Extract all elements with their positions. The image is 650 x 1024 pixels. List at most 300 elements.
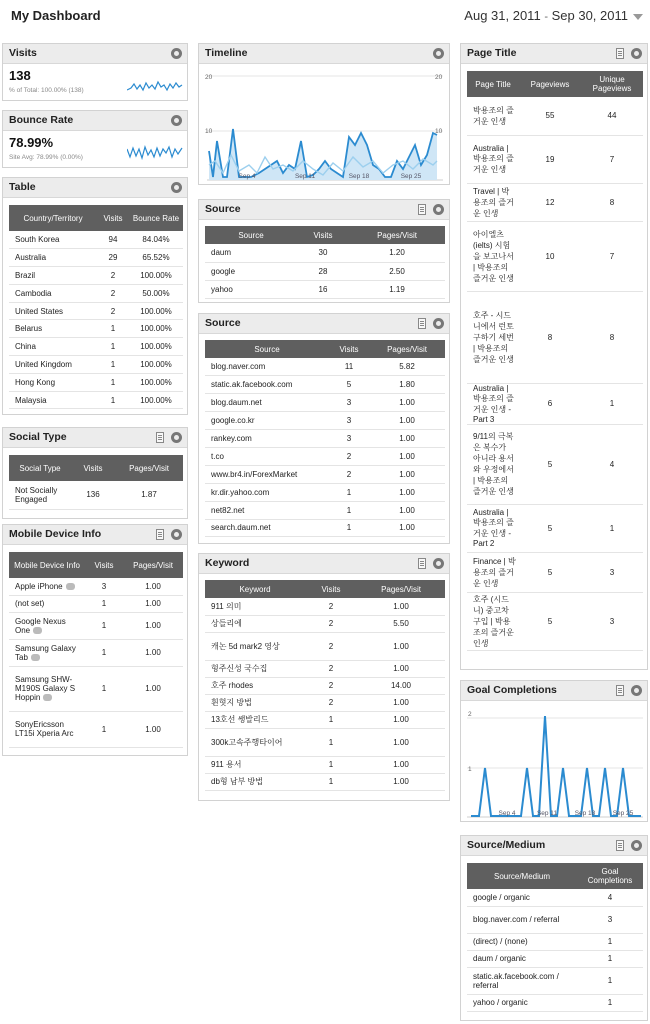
table-cell[interactable] bbox=[467, 504, 519, 552]
document-icon[interactable] bbox=[418, 204, 426, 215]
table-row[interactable] bbox=[205, 430, 445, 448]
table-row[interactable] bbox=[205, 711, 445, 728]
cell-text: 1 bbox=[607, 954, 613, 963]
table-cell bbox=[581, 552, 643, 592]
table-cell[interactable] bbox=[9, 612, 85, 639]
table-cell[interactable] bbox=[9, 267, 97, 285]
table-cell bbox=[329, 483, 369, 501]
table-cell bbox=[305, 711, 357, 728]
table-cell bbox=[357, 756, 445, 773]
col-header[interactable]: Visits bbox=[297, 226, 349, 244]
cell-text: 911 의미 bbox=[211, 601, 242, 611]
cell-text: (direct) / (none) bbox=[473, 937, 528, 946]
cell-text: 3 bbox=[346, 434, 352, 443]
cell-text: 1 bbox=[110, 359, 116, 369]
table-cell[interactable] bbox=[467, 950, 577, 967]
table-cell[interactable] bbox=[9, 231, 97, 249]
table-row[interactable] bbox=[467, 504, 643, 552]
table-row[interactable] bbox=[9, 284, 183, 302]
table-row[interactable] bbox=[205, 728, 445, 756]
table-row[interactable] bbox=[467, 183, 643, 221]
table-row[interactable] bbox=[467, 221, 643, 291]
table-row[interactable] bbox=[9, 711, 183, 747]
table-cell[interactable] bbox=[9, 373, 97, 391]
gear-icon[interactable] bbox=[171, 115, 182, 126]
cell-text: 44 bbox=[607, 111, 617, 121]
cell-text: 1 bbox=[328, 777, 334, 786]
table-cell[interactable] bbox=[9, 666, 85, 711]
table-cell[interactable] bbox=[9, 639, 85, 666]
cell-text: 3 bbox=[101, 581, 107, 591]
table-cell[interactable] bbox=[467, 967, 577, 994]
x-axis-label: Sep 18 bbox=[348, 173, 370, 180]
table-row[interactable] bbox=[467, 592, 643, 650]
cell-text: 1.00 bbox=[393, 641, 409, 651]
cell-text: South Korea bbox=[15, 235, 60, 245]
table-cell bbox=[357, 728, 445, 756]
table-cell bbox=[357, 773, 445, 790]
cell-text: 2 bbox=[328, 681, 334, 690]
cell-text: China bbox=[15, 342, 36, 352]
table-row[interactable] bbox=[205, 615, 445, 632]
table-cell bbox=[369, 483, 445, 501]
table-cell[interactable] bbox=[205, 660, 305, 677]
visits-sparkline bbox=[127, 76, 183, 96]
table-cell bbox=[519, 135, 581, 183]
cell-text: Apple iPhone bbox=[15, 581, 63, 591]
cell-text: 1.00 bbox=[393, 777, 409, 786]
cell-text: Malaysia bbox=[15, 395, 47, 405]
table-cell[interactable] bbox=[205, 465, 329, 483]
col-header[interactable]: Pages/Visit bbox=[123, 552, 183, 578]
cell-text: t.co bbox=[211, 451, 224, 461]
cell-text: yahoo bbox=[211, 284, 233, 294]
cell-text: 5 bbox=[547, 459, 553, 469]
table-cell[interactable] bbox=[205, 773, 305, 790]
cell-text: 100.00% bbox=[140, 377, 172, 387]
cell-text: 1.00 bbox=[399, 398, 415, 408]
y-axis-label: 20 bbox=[435, 74, 443, 81]
table-cell[interactable] bbox=[9, 711, 85, 747]
cell-text: 5.50 bbox=[393, 619, 409, 628]
table-cell bbox=[369, 394, 445, 412]
table-cell[interactable] bbox=[205, 447, 329, 465]
document-icon[interactable] bbox=[418, 558, 426, 569]
timeline-chart bbox=[199, 65, 449, 183]
table-cell[interactable] bbox=[205, 632, 305, 660]
cell-text: static.ak.facebook.com bbox=[211, 380, 293, 390]
gear-icon[interactable] bbox=[171, 48, 182, 59]
cell-text: google / organic bbox=[473, 892, 530, 902]
table-cell[interactable] bbox=[9, 595, 85, 612]
table-row[interactable] bbox=[467, 950, 643, 967]
cell-text: 1 bbox=[609, 399, 615, 408]
timeline-widget bbox=[198, 43, 450, 185]
table-cell[interactable] bbox=[205, 756, 305, 773]
table-row[interactable] bbox=[205, 394, 445, 412]
table-row[interactable] bbox=[467, 424, 643, 504]
mobile-table bbox=[9, 552, 183, 748]
document-icon[interactable] bbox=[616, 48, 624, 59]
table-cell[interactable] bbox=[467, 221, 519, 291]
cell-text: 1 bbox=[346, 505, 352, 515]
table-row[interactable] bbox=[205, 262, 445, 280]
cell-text: 1.00 bbox=[393, 601, 409, 611]
table-row[interactable] bbox=[467, 967, 643, 994]
cell-text: 29 bbox=[108, 253, 118, 263]
col-header[interactable]: Pageviews bbox=[519, 71, 581, 97]
cell-text: 100.00% bbox=[140, 359, 172, 369]
date-start: Aug 31, 2011 bbox=[464, 8, 541, 23]
table-row[interactable] bbox=[205, 694, 445, 711]
table-row[interactable] bbox=[9, 481, 183, 509]
table-cell[interactable] bbox=[205, 694, 305, 711]
table-cell[interactable] bbox=[205, 598, 305, 615]
table-row[interactable] bbox=[9, 639, 183, 666]
table-cell[interactable] bbox=[467, 906, 577, 933]
cell-text: 2 bbox=[328, 698, 334, 707]
table-cell[interactable] bbox=[205, 394, 329, 412]
table-cell bbox=[129, 249, 183, 267]
table-cell bbox=[519, 592, 581, 650]
table-cell bbox=[329, 465, 369, 483]
table-cell[interactable] bbox=[205, 280, 297, 298]
table-row[interactable] bbox=[9, 231, 183, 249]
table-cell bbox=[519, 183, 581, 221]
cell-text: 1.00 bbox=[393, 715, 409, 724]
bounce-sparkline bbox=[127, 143, 183, 163]
table-row[interactable] bbox=[9, 595, 183, 612]
cell-text: Cambodia bbox=[15, 288, 52, 298]
table-cell bbox=[581, 592, 643, 650]
table-row[interactable] bbox=[9, 666, 183, 711]
cell-text: Australia | 박용조의 즐거운 인생 - Part 2 bbox=[473, 508, 514, 548]
gear-icon[interactable] bbox=[171, 182, 182, 193]
table-cell bbox=[97, 320, 129, 338]
table-cell[interactable] bbox=[467, 135, 519, 183]
table-row[interactable] bbox=[9, 356, 183, 374]
cell-text: google.co.kr bbox=[211, 416, 255, 426]
col-header[interactable]: Keyword bbox=[205, 580, 305, 598]
cell-text: Samsung SHW-M190S Galaxy S Hoppin bbox=[15, 675, 76, 702]
table-cell[interactable] bbox=[9, 249, 97, 267]
table-cell bbox=[85, 578, 123, 595]
gear-icon[interactable] bbox=[433, 558, 444, 569]
table-cell[interactable] bbox=[9, 284, 97, 302]
cell-text: static.ak.facebook.com / referral bbox=[473, 971, 559, 990]
table-row[interactable] bbox=[467, 906, 643, 933]
cell-text: daum bbox=[211, 248, 232, 258]
table-row[interactable] bbox=[467, 135, 643, 183]
table-row[interactable] bbox=[9, 249, 183, 267]
col-header[interactable]: Pages/Visit bbox=[349, 226, 445, 244]
cell-text: Australia bbox=[15, 253, 47, 263]
x-axis-label: Sep 11 bbox=[294, 173, 316, 180]
col-header[interactable]: Pages/Visit bbox=[115, 455, 183, 481]
cell-text: 65.52% bbox=[142, 253, 170, 263]
table-cell bbox=[577, 906, 643, 933]
col-header[interactable]: Unique Pageviews bbox=[581, 71, 643, 97]
table-row[interactable] bbox=[467, 994, 643, 1011]
document-icon[interactable] bbox=[418, 318, 426, 329]
y-axis-label: 1 bbox=[468, 766, 472, 773]
table-row[interactable] bbox=[205, 280, 445, 298]
table-cell bbox=[129, 373, 183, 391]
table-row[interactable] bbox=[467, 889, 643, 906]
table-cell bbox=[123, 639, 183, 666]
x-axis-label: Sep 11 bbox=[536, 810, 558, 817]
device-icon[interactable] bbox=[33, 627, 42, 634]
col-header[interactable]: Pages/Visit bbox=[357, 580, 445, 598]
table-cell[interactable] bbox=[205, 376, 329, 394]
cell-text: 5 bbox=[547, 523, 553, 533]
table-row[interactable] bbox=[467, 291, 643, 383]
table-cell bbox=[129, 320, 183, 338]
col-header[interactable]: Source/Medium bbox=[467, 863, 577, 889]
col-header[interactable]: Page Title bbox=[467, 71, 519, 97]
cell-text: 1.00 bbox=[145, 581, 161, 591]
table-cell[interactable] bbox=[467, 994, 577, 1011]
table-row[interactable] bbox=[205, 598, 445, 615]
table-cell[interactable] bbox=[205, 358, 329, 376]
document-icon[interactable] bbox=[616, 685, 624, 696]
date-range-picker[interactable] bbox=[464, 8, 628, 23]
gear-icon[interactable] bbox=[171, 529, 182, 540]
table-cell[interactable] bbox=[205, 519, 329, 537]
table-cell[interactable] bbox=[205, 262, 297, 280]
cell-text: daum / organic bbox=[473, 954, 526, 963]
table-cell bbox=[97, 391, 129, 409]
col-header[interactable]: Source bbox=[205, 226, 297, 244]
table-row[interactable] bbox=[9, 302, 183, 320]
table-cell[interactable] bbox=[467, 97, 519, 135]
document-icon[interactable] bbox=[156, 529, 164, 540]
cell-text: 1.20 bbox=[389, 248, 405, 258]
col-header[interactable]: Country/Territory bbox=[9, 205, 97, 231]
col-header[interactable]: Visits bbox=[329, 340, 369, 358]
col-header[interactable]: Visits bbox=[97, 205, 129, 231]
gear-icon[interactable] bbox=[433, 318, 444, 329]
table-cell bbox=[129, 338, 183, 356]
table-cell bbox=[97, 249, 129, 267]
col-header[interactable]: Goal Completions bbox=[577, 863, 643, 889]
country-table bbox=[9, 205, 183, 409]
cell-text: Hong Kong bbox=[15, 377, 56, 387]
table-row[interactable] bbox=[205, 632, 445, 660]
table-cell bbox=[123, 578, 183, 595]
table-cell[interactable] bbox=[9, 338, 97, 356]
table-row[interactable] bbox=[205, 412, 445, 430]
cell-text: 911 용서 bbox=[211, 760, 242, 769]
mobile-device-widget bbox=[2, 524, 188, 756]
device-icon[interactable] bbox=[43, 694, 52, 701]
cell-text: rankey.com bbox=[211, 434, 252, 443]
table-cell[interactable] bbox=[467, 383, 519, 424]
table-cell[interactable] bbox=[205, 711, 305, 728]
table-cell bbox=[85, 612, 123, 639]
cell-text: 11 bbox=[344, 362, 354, 372]
col-header[interactable]: Source bbox=[205, 340, 329, 358]
cell-text: 1 bbox=[346, 523, 352, 533]
table-row[interactable] bbox=[9, 373, 183, 391]
col-header[interactable]: Visits bbox=[71, 455, 115, 481]
table-cell bbox=[329, 412, 369, 430]
cell-text: 5 bbox=[547, 616, 553, 626]
table-cell[interactable] bbox=[205, 412, 329, 430]
gear-icon[interactable] bbox=[433, 48, 444, 59]
table-cell bbox=[577, 994, 643, 1011]
document-icon[interactable] bbox=[156, 432, 164, 443]
table-cell[interactable] bbox=[467, 933, 577, 950]
table-cell bbox=[577, 950, 643, 967]
cell-text: 3 bbox=[609, 616, 615, 626]
cell-text: 흰혓지 방법 bbox=[211, 698, 252, 707]
visits-subtext: % of Total: 100.00% (138) bbox=[9, 87, 84, 94]
widget-title: Visits bbox=[9, 47, 37, 59]
cell-text: 2.50 bbox=[389, 266, 405, 276]
cell-text: 1.00 bbox=[399, 434, 415, 443]
gear-icon[interactable] bbox=[631, 48, 642, 59]
table-cell bbox=[123, 595, 183, 612]
table-cell[interactable] bbox=[9, 391, 97, 409]
col-header[interactable]: Visits bbox=[85, 552, 123, 578]
col-header[interactable]: Pages/Visit bbox=[369, 340, 445, 358]
cell-text: 1 bbox=[110, 395, 116, 405]
cell-text: 1.00 bbox=[145, 684, 161, 693]
table-cell[interactable] bbox=[205, 483, 329, 501]
cell-text: 1.00 bbox=[145, 621, 161, 630]
table-cell[interactable] bbox=[205, 728, 305, 756]
table-cell[interactable] bbox=[467, 592, 519, 650]
visits-widget bbox=[2, 43, 188, 101]
page-title-widget bbox=[460, 43, 648, 670]
table-row[interactable] bbox=[9, 612, 183, 639]
table-cell[interactable] bbox=[467, 424, 519, 504]
table-cell bbox=[581, 221, 643, 291]
table-row[interactable] bbox=[205, 677, 445, 694]
table-cell[interactable] bbox=[205, 615, 305, 632]
table-cell bbox=[297, 244, 349, 262]
table-row[interactable] bbox=[9, 391, 183, 409]
col-header[interactable]: Mobile Device Info bbox=[9, 552, 85, 578]
cell-text: 1 bbox=[101, 621, 107, 630]
table-cell bbox=[305, 756, 357, 773]
table-row[interactable] bbox=[467, 933, 643, 950]
table-row[interactable] bbox=[205, 660, 445, 677]
table-cell[interactable] bbox=[205, 677, 305, 694]
table-cell bbox=[369, 465, 445, 483]
table-cell[interactable] bbox=[467, 552, 519, 592]
device-icon[interactable] bbox=[66, 583, 75, 590]
bounce-subtext: Site Avg: 78.99% (0.00%) bbox=[9, 154, 83, 161]
table-cell[interactable] bbox=[9, 578, 85, 595]
document-icon[interactable] bbox=[616, 840, 624, 851]
cell-text: blog.naver.com / referral bbox=[473, 915, 560, 924]
table-cell bbox=[115, 481, 183, 509]
table-row[interactable] bbox=[9, 578, 183, 595]
table-cell bbox=[129, 231, 183, 249]
table-row[interactable] bbox=[9, 320, 183, 338]
table-cell bbox=[85, 666, 123, 711]
device-icon[interactable] bbox=[31, 654, 40, 661]
table-row[interactable] bbox=[205, 483, 445, 501]
table-cell[interactable] bbox=[205, 501, 329, 519]
table-cell[interactable] bbox=[9, 302, 97, 320]
table-cell bbox=[297, 262, 349, 280]
keyword-table bbox=[205, 580, 445, 791]
cell-text: 1.00 bbox=[399, 487, 415, 497]
col-header[interactable]: Social Type bbox=[9, 455, 71, 481]
gear-icon[interactable] bbox=[433, 204, 444, 215]
cell-text: 84.04% bbox=[142, 235, 170, 245]
table-cell[interactable] bbox=[205, 244, 297, 262]
cell-text: 1.00 bbox=[393, 737, 409, 747]
col-header[interactable]: Bounce Rate bbox=[129, 205, 183, 231]
table-row[interactable] bbox=[205, 756, 445, 773]
gear-icon[interactable] bbox=[631, 685, 642, 696]
widget-title: Table bbox=[9, 181, 36, 193]
cell-text: 10 bbox=[545, 251, 555, 261]
table-cell bbox=[577, 933, 643, 950]
table-row[interactable] bbox=[205, 358, 445, 376]
table-cell bbox=[305, 728, 357, 756]
cell-text: Australia | 박용조의 즐거운 인생 bbox=[473, 143, 514, 174]
cell-text: 5 bbox=[547, 567, 553, 577]
table-row[interactable] bbox=[205, 447, 445, 465]
table-cell bbox=[305, 598, 357, 615]
cell-text: 1.00 bbox=[393, 664, 409, 673]
table-row[interactable] bbox=[205, 773, 445, 790]
col-header[interactable]: Visits bbox=[305, 580, 357, 598]
table-cell bbox=[85, 639, 123, 666]
cell-text: 2 bbox=[328, 601, 334, 611]
table-cell[interactable] bbox=[9, 320, 97, 338]
cell-text: 6 bbox=[547, 399, 553, 408]
chevron-down-icon[interactable] bbox=[633, 14, 643, 20]
goal-chart bbox=[461, 702, 647, 820]
table-row[interactable] bbox=[9, 338, 183, 356]
cell-text: 30 bbox=[318, 248, 328, 258]
cell-text: 4 bbox=[609, 459, 615, 469]
table-cell[interactable] bbox=[205, 430, 329, 448]
table-row[interactable] bbox=[205, 465, 445, 483]
cell-text: 1 bbox=[328, 715, 334, 724]
table-cell bbox=[357, 598, 445, 615]
table-cell bbox=[97, 373, 129, 391]
table-row[interactable] bbox=[205, 376, 445, 394]
gear-icon[interactable] bbox=[631, 840, 642, 851]
table-row[interactable] bbox=[467, 552, 643, 592]
table-cell[interactable] bbox=[467, 291, 519, 383]
table-cell bbox=[369, 430, 445, 448]
table-row[interactable] bbox=[9, 267, 183, 285]
cell-text: 1 bbox=[101, 648, 107, 657]
table-cell[interactable] bbox=[467, 889, 577, 906]
table-row[interactable] bbox=[467, 383, 643, 424]
table-row[interactable] bbox=[205, 244, 445, 262]
cell-text: 호주 (시드니) 중고차 구입 | 박용조의 즐거운 인생 bbox=[473, 594, 514, 648]
table-row[interactable] bbox=[467, 97, 643, 135]
widget-title: Bounce Rate bbox=[9, 114, 74, 126]
cell-text: 1 bbox=[607, 998, 613, 1007]
cell-text: db형 남부 방법 bbox=[211, 777, 263, 786]
gear-icon[interactable] bbox=[171, 432, 182, 443]
table-cell[interactable] bbox=[9, 481, 71, 509]
table-row[interactable] bbox=[205, 501, 445, 519]
table-cell[interactable] bbox=[467, 183, 519, 221]
table-row[interactable] bbox=[205, 519, 445, 537]
table-cell[interactable] bbox=[9, 356, 97, 374]
